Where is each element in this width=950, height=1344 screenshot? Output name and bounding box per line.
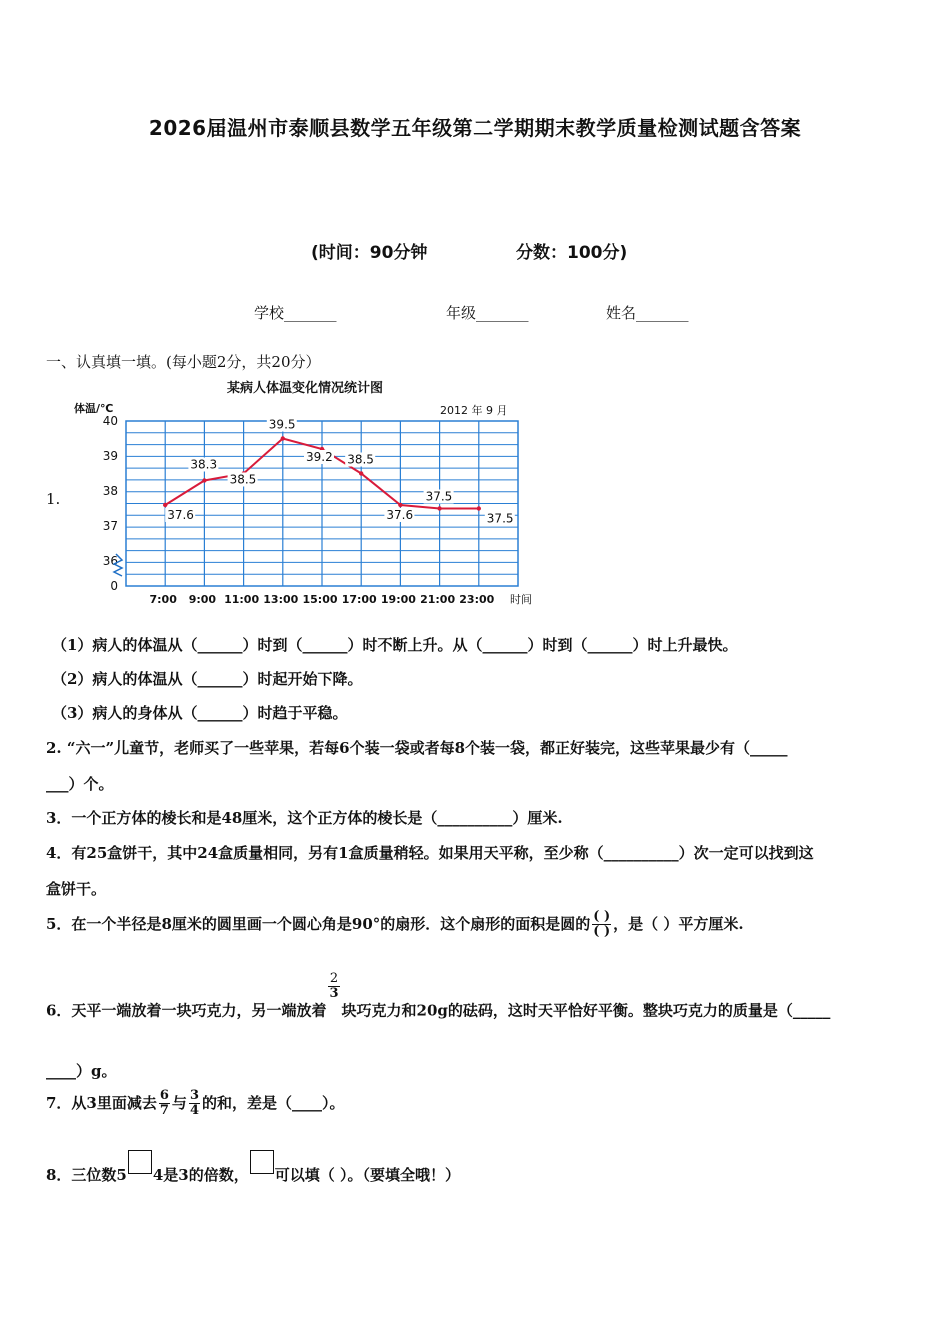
question-5 [46, 910, 744, 940]
question-8-text-c: 可以填（ ）。（要填全哦！） [274, 1166, 460, 1184]
data-label: 38.5 [347, 452, 374, 467]
data-label: 39.5 [268, 417, 296, 432]
score-label: 分数：100分) [516, 243, 628, 263]
blank-box-2 [250, 1150, 274, 1174]
question-5-fraction-denominator: ( ) [593, 924, 611, 940]
data-label: 39.2 [306, 450, 333, 464]
chart-grid [126, 421, 518, 586]
question-2-cont: ___）个。 [46, 775, 114, 793]
question-5-text-a: 5．在一个半径是8厘米的圆里画一个圆心角是90°的扇形．这个扇形的面积是圆的 [46, 914, 591, 933]
x-tick-label: 7:00 [149, 593, 177, 606]
question-1-part-1: （1）病人的体温从（______）时到（______）时不断上升。从（______）时到（______）时上升最快。 [52, 636, 738, 654]
section-heading: 一、认真填一填。(每小题2分，共20分） [46, 353, 321, 371]
data-label: 38.3 [190, 457, 218, 472]
x-tick-label: 15:00 [302, 593, 338, 606]
question-7-text-b: 的和，差是（____）。 [201, 1093, 345, 1112]
x-tick-label: 23:00 [459, 593, 495, 606]
chart-ylabel: 体温/℃ [74, 402, 114, 415]
chart-xlabel: 时间 [510, 593, 532, 606]
question-7-text-mid: 与 [171, 1093, 187, 1112]
question-5-fraction [592, 910, 611, 940]
question-7-fraction-2 [189, 1089, 200, 1119]
y-tick-label: 36 [102, 554, 118, 568]
question-6-text-b: 块巧克力和20g的砝码，这时天平恰好平衡。整块巧克力的质量是（_____ [341, 1001, 831, 1020]
question-5-text-b: ，是（ ）平方厘米. [613, 914, 744, 933]
question-7 [46, 1089, 345, 1119]
temperature-chart [70, 376, 540, 612]
question-5-fraction-numerator: ( ) [593, 909, 611, 924]
x-tick-label: 11:00 [224, 593, 260, 606]
data-point [281, 436, 285, 440]
question-6-text-a: 6．天平一端放着一块巧克力，另一端放着 [46, 1001, 327, 1020]
name-field: 姓名_______ [606, 304, 689, 322]
question-7-fraction-1 [159, 1089, 170, 1119]
question-6-fraction-numerator: 2 [329, 971, 339, 986]
data-label: 37.6 [167, 508, 194, 522]
y-tick-label: 37 [102, 519, 118, 533]
y-tick-label: 39 [102, 449, 118, 463]
data-label: 37.5 [486, 511, 514, 526]
blank-box-1 [128, 1150, 152, 1174]
question-7-fraction-1-denominator: 7 [159, 1103, 169, 1119]
question-6 [46, 972, 830, 1020]
question-8-text-b: 4是3的倍数， [152, 1166, 249, 1184]
data-label: 37.6 [386, 508, 414, 522]
y-tick-label: 0 [110, 579, 118, 593]
question-3: 3．一个正方体的棱长和是48厘米，这个正方体的棱长是（__________）厘米. [46, 809, 563, 827]
chart-date-label: 2012 年 9 月 [440, 404, 508, 417]
data-point [477, 506, 481, 510]
grade-field: 年级_______ [446, 304, 529, 322]
question-7-fraction-2-numerator: 3 [189, 1088, 199, 1103]
page-title: 2026届温州市泰顺县数学五年级第二学期期末教学质量检测试题含答案 [148, 116, 802, 140]
x-tick-label: 13:00 [263, 593, 299, 606]
question-7-fraction-1-numerator: 6 [159, 1088, 169, 1103]
question-6-cont: ____）g。 [46, 1062, 117, 1080]
data-point [437, 506, 441, 510]
question-8 [46, 1150, 460, 1185]
x-tick-label: 17:00 [341, 593, 377, 606]
x-tick-label: 21:00 [420, 593, 456, 606]
question-6-fraction [328, 972, 339, 1002]
data-point [163, 503, 167, 507]
chart-y-ticks [103, 414, 118, 593]
question-6-fraction-denominator: 3 [329, 986, 339, 1002]
question-1-part-2: （2）病人的体温从（______）时起开始下降。 [52, 670, 363, 688]
data-label: 37.5 [425, 489, 453, 504]
chart-title: 某病人体温变化情况统计图 [226, 381, 384, 396]
question-4-cont: 盒饼干。 [46, 880, 107, 898]
question-1-part-3: （3）病人的身体从（______）时趋于平稳。 [52, 704, 348, 722]
question-7-fraction-2-denominator: 4 [189, 1103, 199, 1119]
question-4: 4．有25盒饼干，其中24盒质量相同，另有1盒质量稍轻。如果用天平称，至少称（__________）次一定可以找到这 [46, 844, 814, 862]
question-8-text-a: 8．三位数5 [46, 1166, 127, 1184]
time-label: (时间：90分钟 [311, 243, 428, 263]
x-tick-label: 19:00 [380, 593, 416, 606]
chart-x-ticks [150, 593, 495, 606]
school-field: 学校_______ [254, 304, 337, 322]
question-2: 2. “六一”儿童节，老师买了一些苹果，若每6个装一袋或者每8个装一袋，都正好装完，这些苹果最少有（_____ [46, 739, 788, 757]
question-7-text-a: 7．从3里面减去 [46, 1093, 157, 1112]
question-1-number: 1. [46, 490, 61, 508]
y-tick-label: 38 [102, 484, 118, 498]
data-point [359, 471, 363, 475]
data-point [398, 503, 402, 507]
y-tick-label: 40 [102, 414, 118, 428]
x-tick-label: 9:00 [188, 593, 217, 606]
data-point [202, 478, 206, 482]
data-label: 38.5 [229, 472, 257, 487]
